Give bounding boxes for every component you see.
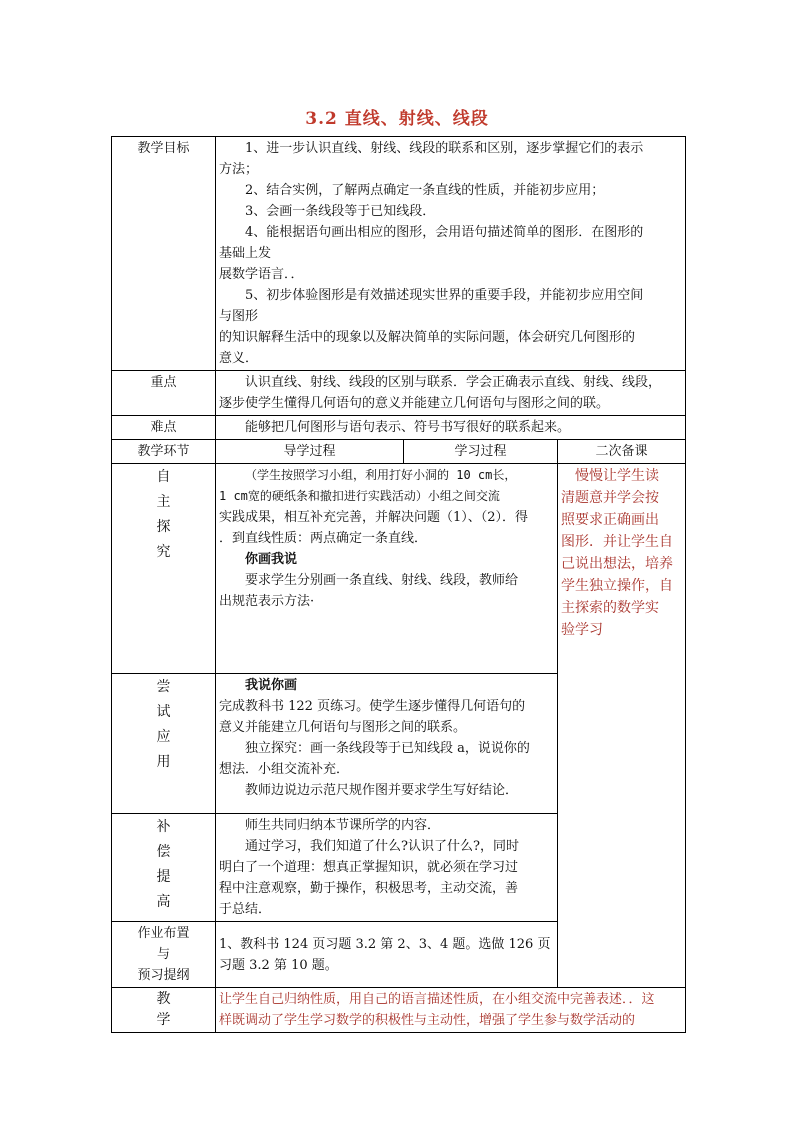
homework-content: [216, 922, 558, 988]
objectives-content: [216, 137, 686, 371]
stage-char: 应: [156, 729, 171, 745]
self-explore-label: [112, 464, 216, 674]
self-explore-row: [112, 464, 686, 674]
self-explore-subheading: 你画我说: [245, 552, 298, 567]
side-note-line: 学生独立操作，自: [561, 578, 673, 594]
header-second-prep: 二次备课: [558, 440, 686, 464]
side-note-line: 照要求正确画出: [561, 512, 659, 528]
objectives-line: 3、会画一条线段等于已知线段．: [245, 204, 436, 219]
stage-char: 自: [156, 469, 171, 485]
objectives-line: 与图形: [219, 309, 259, 324]
objectives-line: 5、初步体验图形是有效描述现实世界的重要手段，并能初步应用空间: [245, 288, 644, 303]
homework-label-line: 作业布置: [137, 926, 190, 941]
page-title: 3.2 直线、射线、线段: [305, 109, 489, 129]
header-guided-process: 导学过程: [216, 440, 404, 464]
stage-char: 探: [156, 519, 171, 535]
try-apply-line: 完成教科书 122 页练习。使学生逐步懂得几何语句的: [219, 699, 526, 714]
stage-char: 偿: [156, 844, 171, 860]
key-points-line: 逐步使学生懂得几何语句的意义并能建立几何语句与图形之间的联。: [219, 396, 610, 411]
side-note-line: 验学习: [561, 622, 603, 638]
stage-char: 提: [156, 869, 171, 885]
stage-char: 试: [156, 704, 171, 720]
self-explore-line: 1 cm宽的硬纸条和撤扣进行实践活动）小组之间交流: [219, 489, 500, 503]
stage-char: 学: [156, 1012, 171, 1028]
stage-char: 究: [156, 544, 171, 560]
header-row: [112, 440, 686, 464]
difficulty-row: [112, 416, 686, 440]
improve-label: [112, 814, 216, 922]
try-apply-line: 教师边说边示范尺规作图并要求学生写好结论．: [245, 783, 519, 798]
objectives-line: 方法；: [219, 162, 259, 177]
try-apply-line: 想法．小组交流补充．: [219, 762, 350, 777]
side-note-line: 清题意并学会按: [561, 490, 659, 506]
try-apply-line: 独立探究：画一条线段等于已知线段 a，说说你的: [245, 741, 530, 756]
objectives-line: 1、进一步认识直线、射线、线段的联系和区别，逐步掌握它们的表示: [245, 141, 644, 156]
stage-char: 高: [156, 894, 171, 910]
reflection-line: 样既调动了学生学习数学的积极性与主动性，增强了学生参与数学活动的: [219, 1013, 636, 1028]
homework-line: 习题 3.2 第 10 题。: [219, 957, 338, 973]
homework-label: [112, 922, 216, 988]
key-points-row: [112, 371, 686, 416]
self-explore-line: ．到直线性质：两点确定一条直线．: [219, 531, 428, 546]
stage-char: 用: [156, 754, 171, 770]
key-points-label: 重点: [112, 371, 216, 416]
stage-char: 主: [156, 494, 171, 510]
reflection-line: 让学生自己归纳性质，用自己的语言描述性质，在小组交流中完善表述．．这: [219, 992, 655, 1007]
side-note-line: 己说出想法，培养: [561, 556, 673, 572]
try-apply-subheading: 我说你画: [245, 678, 298, 693]
reflection-row: [112, 988, 686, 1033]
stage-char: 尝: [156, 679, 171, 695]
lesson-plan-table: [111, 136, 686, 1033]
improve-line: 于总结．: [219, 902, 272, 917]
try-apply-line: 意义并能建立几何语句与图形之间的联系。: [219, 720, 467, 735]
improve-line: 程中注意观察，勤于操作，积极思考，主动交流，善: [219, 881, 519, 896]
difficulty-label: 难点: [112, 416, 216, 440]
side-note-line: 图形．并让学生自: [561, 534, 673, 550]
objectives-line: 2、结合实例，了解两点确定一条直线的性质，并能初步应用；: [245, 183, 605, 198]
try-apply-label: [112, 674, 216, 814]
header-teaching-stage: 教学环节: [112, 440, 216, 464]
reflection-content: [216, 988, 686, 1033]
self-explore-line: 出规范表示方法·: [219, 594, 315, 609]
objectives-line: 4、能根据语句画出相应的图形，会用语句描述简单的图形．在图形的: [245, 225, 644, 240]
key-points-content: [216, 371, 686, 416]
side-note-line: 主探索的数学实: [561, 600, 659, 616]
stage-char: 教: [156, 991, 171, 1007]
homework-label-line: 与: [156, 947, 170, 962]
header-learning-process: 学习过程: [404, 440, 558, 464]
objectives-line: 基础上发: [219, 246, 272, 261]
homework-label-line: 预习提纲: [137, 968, 190, 983]
self-explore-line: 要求学生分别画一条直线、射线、线段，教师给: [245, 573, 519, 588]
side-note-line: 慢慢让学生读: [575, 468, 659, 484]
homework-line: 1、教科书 124 页习题 3.2 第 2、3、4 题。选做 126 页: [219, 936, 551, 952]
stage-char: 补: [156, 819, 171, 835]
improve-content: [216, 814, 558, 922]
reflection-label: [112, 988, 216, 1033]
difficulty-content: 能够把几何图形与语句表示、符号书写很好的联系起来。: [216, 416, 686, 440]
improve-line: 师生共同归纳本节课所学的内容．: [245, 818, 441, 833]
objectives-line: 展数学语言．．: [219, 267, 304, 282]
key-points-line: 认识直线、射线、线段的区别与联系．学会正确表示直线、射线、线段，: [245, 375, 662, 390]
objectives-label: 教学目标: [112, 137, 216, 371]
objectives-line: 的知识解释生活中的现象以及解决简单的实际问题，体会研究几何图形的: [219, 330, 636, 345]
improve-line: 通过学习，我们知道了什么?认识了什么?，同时: [245, 839, 519, 854]
self-explore-line: （学生按照学习小组，利用打好小洞的 10 cm长，: [245, 468, 517, 482]
objectives-line: 意义．: [219, 351, 259, 366]
try-apply-content: [216, 674, 558, 814]
objectives-row: [112, 137, 686, 371]
improve-line: 明白了一个道理：想真正掌握知识，就必须在学习过: [219, 860, 519, 875]
self-explore-content: [216, 464, 558, 674]
second-prep-note: [558, 464, 686, 988]
self-explore-line: 实践成果，相互补充完善，并解决问题（1）、（2）．得: [219, 510, 529, 525]
